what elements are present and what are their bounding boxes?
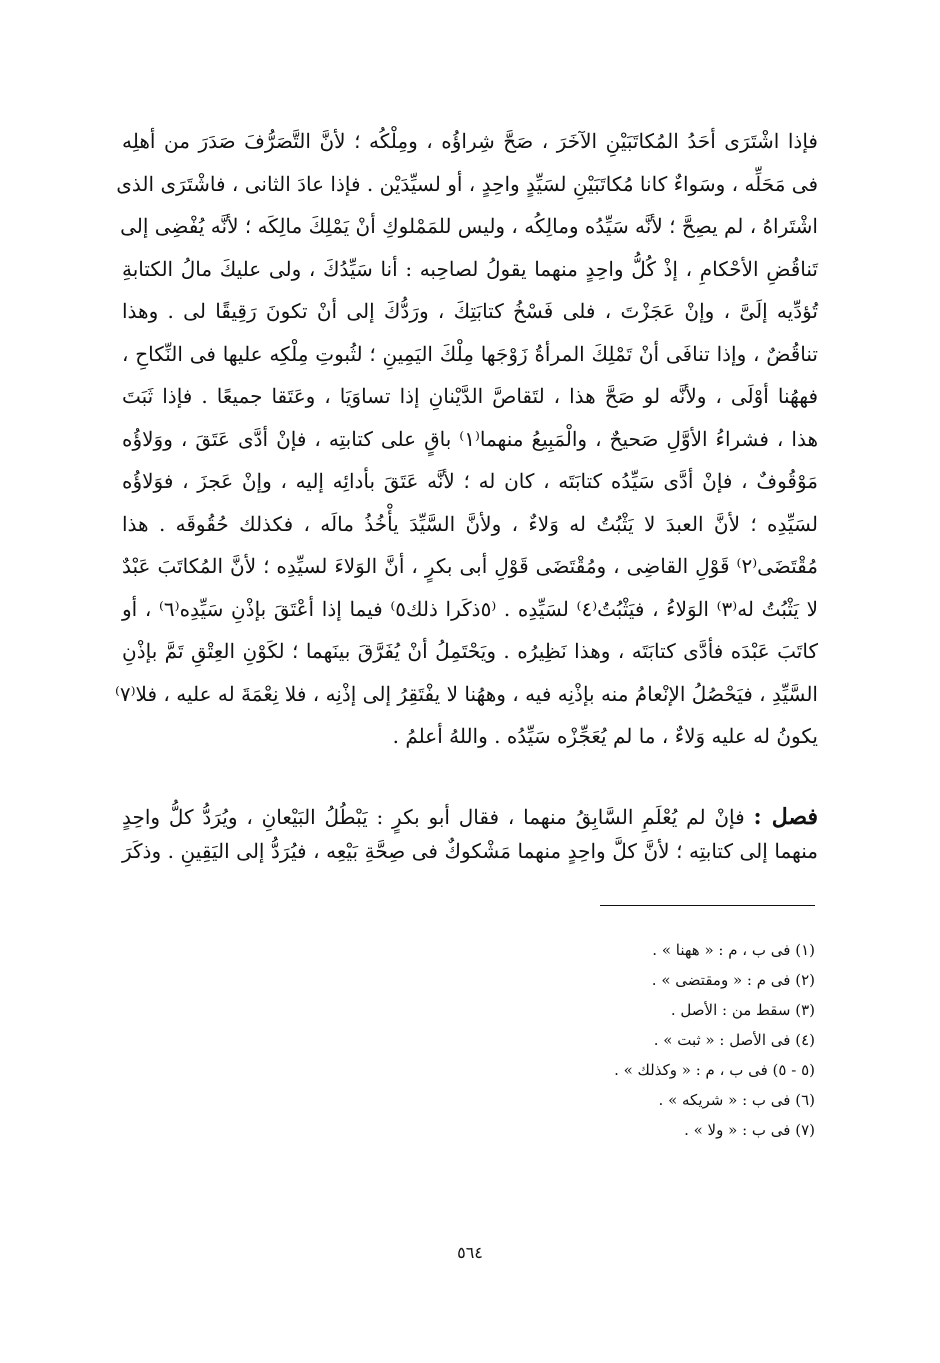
page-number: ٥٦٤	[457, 1243, 483, 1262]
text-line: فههُنا أوْلَى ، ولأنَّه لو صَحَّ هذا ، لتَقاصَّ الدَّيْنانِ إذا تساوَيَا ، وعَتَقا جميعًا . فإذا ثَبَتَ	[122, 384, 818, 408]
text-line: السَّيِّدِ ، فيَحْصُلُ الإنْعامُ منه بإذْنِه فيه ، وههُنا لا يفْتَقِرُ إلى إذْنِه ، فلا نِعْمَةَ له عليه ، فلا⁽٧⁾	[114, 681, 818, 706]
text-line: فى مَحَلِّه ، وسَواءٌ كانا مُكاتَبَيْنِ لسَيِّدٍ واحِدٍ ، أو لسيِّدَيْن . فإذا عادَ الثانى ، فاشْتَرَى الذى	[116, 171, 818, 196]
section-text: فإنْ لم يُعْلَمِ السَّابِقُ منهما ، فقال أبو بكرٍ : يَبْطُلُ البَيْعانِ ، ويُرَدُّ كلُّ واحِدٍ	[122, 805, 745, 829]
main-text	[114, 120, 819, 758]
text-line: تُؤدِّيه إلَىَّ ، وإنْ عَجَزْتَ ، فلى فَسْخُ كتابَتِكَ ، ورَدُّكَ إلى أنْ تكونَ رَقِيقًا لى . وهذا	[122, 299, 818, 323]
text-line: هذا ، فشراءُ الأوَّلِ صَحيحٌ ، والْمَبِيعُ منهما⁽١⁾ باقٍ على كتابتِه ، فإنْ أدَّى عَتَقَ ، ووَلاؤُه	[122, 426, 818, 451]
text-line	[122, 800, 818, 834]
text-line: لسَيِّدِه ؛ لأنَّ العبدَ لا يَثْبُتُ له وَلاءٌ ، ولأنَّ السَّيِّدَ يأْخُذُ مالَه ، فكذلك حُقُوقَه . هذا	[122, 511, 818, 536]
text-line: تَناقُضِ الأحْكامِ ، إذْ كُلُّ واحِدٍ منهما يقولُ لصاحِبه : أنا سَيِّدُكَ ، ولى عليكَ مالُ الكتابةِ	[122, 256, 818, 281]
section-heading: فصل :	[753, 804, 818, 830]
fasl-section	[122, 800, 818, 868]
text-line: مَوْقُوفٌ ، فإنْ أدَّى سَيِّدُه كتابَتَه ، كان له ؛ لأنَّه عَتَقَ بأدائِه إليه ، وإنْ عَجزَ ، فوَلاؤُه	[122, 469, 818, 493]
footnote: (٢) فى م : « ومقتضى » .	[651, 971, 815, 989]
text-line: مُقْتَضَى⁽٢⁾ قَوْلِ القاضِى ، ومُقْتَضَى قَوْلِ أبى بكرٍ ، أنَّ الوَلاءَ لسيِّدِه ؛ لأنَّ المُكاتَبَ عَبْدٌ	[122, 554, 818, 578]
footnote: (٦) فى ب : « شريكه » .	[658, 1091, 815, 1109]
footnote: (١) فى ب ، م : « ههنا » .	[652, 941, 815, 959]
text-line: اشْتَراهُ ، لم يصِحَّ ؛ لأنَّه سَيِّدُه ومالِكُه ، وليس للمَمْلوكِ أنْ يَمْلِكَ مالِكَه ؛ لأنَّه يُفْضِى إلى	[120, 214, 818, 238]
text-line: يكونُ له عليه وَلاءٌ ، ما لم يُعَجِّزْه سَيِّدُه . واللهُ أعلمُ .	[392, 724, 818, 748]
footnote-divider	[600, 905, 815, 906]
footnotes	[614, 935, 815, 1145]
text-line: لا يَثْبُتُ له⁽٣⁾ الوَلاءُ ، فيَثْبُتُ⁽٤⁾ لسَيِّدِه . ⁽٥ذكَرا ذلك٥⁾ فيما إذا أعْتَقَ بإذْنِ سَيِّدِه⁽٦⁾ ، أو	[122, 596, 819, 621]
footnote: (٥ - ٥) فى ب ، م : « وكذلك » .	[614, 1061, 815, 1079]
footnote: (٣) سقط من : الأصل .	[670, 1001, 815, 1019]
footnote: (٧) فى ب : « ولا » .	[684, 1121, 815, 1139]
text-line: منهما إلى كتابتِه ؛ لأنَّ كلَّ واحِدٍ منهما مَشْكوكٌ فى صِحَّةِ بَيْعِه ، فيُرَدُّ إلى اليَقِينِ . وذكَرَ	[122, 839, 818, 863]
text-line: كاتَبَ عَبْدَه فأدَّى كتابَتَه ، وهذا نَظِيرُه . ويَحْتَمِلُ أنْ يُفَرَّقَ بينَهما ؛ لكَوْنِ العِتْقِ تَمَّ بإذْنِ	[122, 639, 818, 663]
text-line: تناقُضٌ ، وإذا تنافَى أنْ تَمْلِكَ المرأةُ زَوْجَها مِلْكَ اليَمِينِ ؛ لثُبوتِ مِلْكِه عليها فى النِّكاحِ ،	[122, 341, 818, 366]
footnote: (٤) فى الأصل : « ثبت » .	[653, 1031, 815, 1049]
text-line: فإذا اشْتَرَى أحَدُ المُكاتَبَيْنِ الآخَرَ ، صَحَّ شِراؤُه ، ومِلْكُه ؛ لأنَّ التَّصَرُّفَ صَدَرَ من أهلِه	[122, 129, 818, 153]
